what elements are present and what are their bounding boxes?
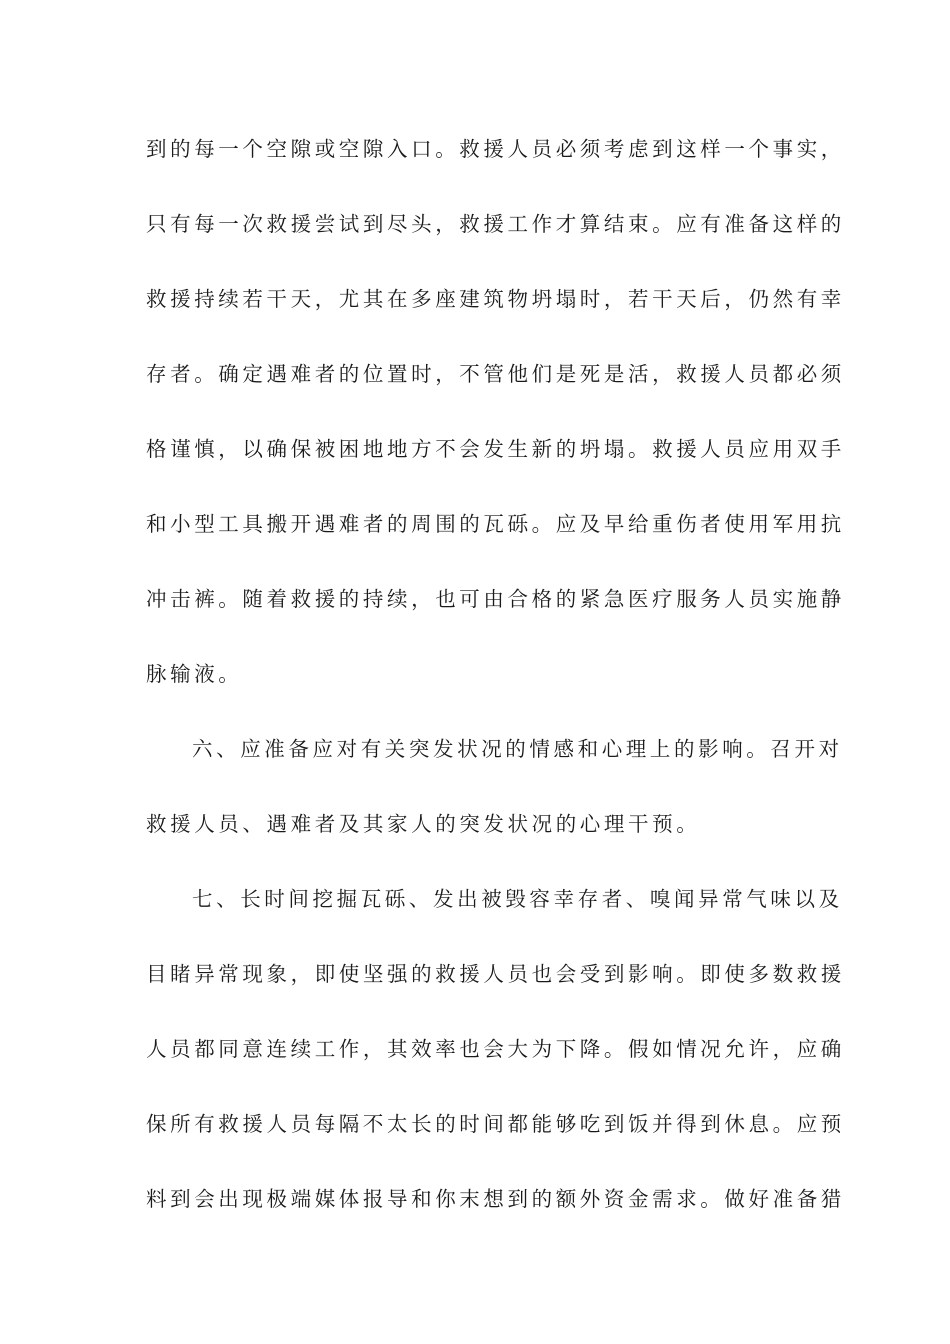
paragraph-six-start: 六、应准备应对有关突发状况的情感和心理上的影响。召开对	[192, 737, 843, 761]
text-line: 存者。确定遇难者的位置时，不管他们是死是活，救援人员都必须	[146, 362, 845, 386]
text-line: 冲击裤。随着救援的持续，也可由合格的紧急医疗服务人员实施静	[146, 587, 845, 611]
text-line: 只有每一次救援尝试到尽头，救援工作才算结束。应有准备这样的	[146, 212, 845, 236]
text-line: 到的每一个空隙或空隙入口。救援人员必须考虑到这样一个事实，	[146, 137, 845, 161]
text-line: 目睹异常现象，即使坚强的救援人员也会受到影响。即使多数救援	[146, 962, 845, 986]
paragraph-seven-start: 七、长时间挖掘瓦砾、发出被毁容幸存者、嗅闻异常气味以及	[192, 887, 843, 911]
text-line: 保所有救援人员每隔不太长的时间都能够吃到饭并得到休息。应预	[146, 1112, 845, 1136]
text-line: 脉输液。	[146, 662, 243, 686]
body-text	[146, 112, 845, 1237]
text-line: 料到会出现极端媒体报导和你末想到的额外资金需求。做好准备猎	[146, 1187, 845, 1211]
text-line: 救援人员、遇难者及其家人的突发状况的心理干预。	[146, 812, 701, 836]
text-line: 人员都同意连续工作，其效率也会大为下降。假如情况允许，应确	[146, 1037, 845, 1061]
text-line: 和小型工具搬开遇难者的周围的瓦砾。应及早给重伤者使用军用抗	[146, 512, 845, 536]
text-line: 救援持续若干天，尤其在多座建筑物坍塌时，若干天后，仍然有幸	[146, 287, 845, 311]
text-line: 格谨慎，以确保被困地地方不会发生新的坍塌。救援人员应用双手	[146, 437, 845, 461]
